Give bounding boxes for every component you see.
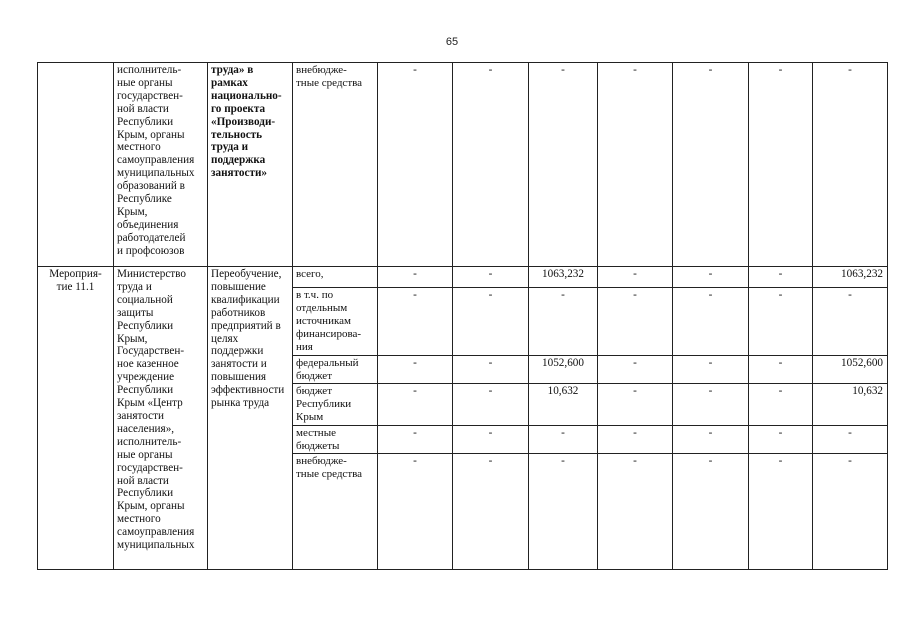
value-cell: - — [598, 426, 673, 454]
value-cell: - — [749, 267, 813, 288]
executor-cell: Министерство труда и социальной защиты Республики Крым, Государствен- ное казенное учреждение Республики Крым «Центр занятости населения», исполнитель- ные органы государствен- ной власти Республики Крым, органы местного самоуправления муниципальных — [114, 267, 208, 570]
value-cell: - — [453, 426, 529, 454]
value-cell: - — [453, 288, 529, 356]
value-cell: - — [673, 356, 749, 384]
value-cell: 1063,232 — [813, 267, 888, 288]
value-cell: - — [749, 63, 813, 267]
table-row — [38, 267, 888, 288]
value-cell: 1052,600 — [529, 356, 598, 384]
value-cell: - — [529, 288, 598, 356]
value-cell: - — [813, 63, 888, 267]
value-cell: - — [813, 426, 888, 454]
value-cell: - — [673, 454, 749, 570]
value-cell: - — [673, 267, 749, 288]
value-cell: - — [453, 384, 529, 426]
source-cell: в т.ч. по отдельным источникам финансирова- ния — [293, 288, 378, 356]
value-cell: - — [673, 426, 749, 454]
value-cell: - — [673, 384, 749, 426]
page-number: 65 — [445, 36, 459, 48]
value-cell: - — [453, 356, 529, 384]
value-cell: - — [529, 426, 598, 454]
value-cell: - — [598, 384, 673, 426]
value-cell: - — [453, 454, 529, 570]
event-name-cell: Переобучение, повышение квалификации работников предприятий в целях поддержки занятости и повышения эффективности рынка труда — [208, 267, 293, 570]
value-cell: - — [378, 63, 453, 267]
value-cell: - — [378, 454, 453, 570]
value-cell: - — [453, 267, 529, 288]
source-cell: внебюдже- тные средства — [293, 454, 378, 570]
value-cell: - — [378, 288, 453, 356]
value-cell: - — [749, 384, 813, 426]
executor-cell: исполнитель- ные органы государствен- ной власти Республики Крым, органы местного самоуправления муниципальных образований в Республике Крым, объединения работодателей и профсоюзов — [114, 63, 208, 267]
value-cell: - — [529, 63, 598, 267]
value-cell: - — [749, 426, 813, 454]
value-cell: - — [673, 63, 749, 267]
value-cell: - — [673, 288, 749, 356]
value-cell: - — [749, 288, 813, 356]
value-cell: 1063,232 — [529, 267, 598, 288]
value-cell: - — [453, 63, 529, 267]
event-name-cell: труда» в рамках национально- го проекта «Производи- тельность труда и поддержка занятости» — [208, 63, 293, 267]
value-cell: - — [378, 267, 453, 288]
value-cell: 10,632 — [529, 384, 598, 426]
value-cell: - — [598, 288, 673, 356]
source-cell: всего, — [293, 267, 378, 288]
value-cell: - — [378, 356, 453, 384]
funding-table — [37, 62, 888, 570]
value-cell: 1052,600 — [813, 356, 888, 384]
value-cell: - — [378, 384, 453, 426]
source-cell: внебюдже- тные средства — [293, 63, 378, 267]
source-cell: федеральный бюджет — [293, 356, 378, 384]
value-cell: - — [598, 454, 673, 570]
value-cell: - — [529, 454, 598, 570]
value-cell: - — [749, 356, 813, 384]
value-cell: 10,632 — [813, 384, 888, 426]
value-cell: - — [813, 454, 888, 570]
value-cell: - — [813, 288, 888, 356]
table-row — [38, 63, 888, 267]
event-number-cell: Мероприя- тие 11.1 — [38, 267, 114, 570]
number-cell — [38, 63, 114, 267]
source-cell: местные бюджеты — [293, 426, 378, 454]
source-cell: бюджет Республики Крым — [293, 384, 378, 426]
value-cell: - — [749, 454, 813, 570]
value-cell: - — [598, 356, 673, 384]
value-cell: - — [378, 426, 453, 454]
value-cell: - — [598, 63, 673, 267]
value-cell: - — [598, 267, 673, 288]
